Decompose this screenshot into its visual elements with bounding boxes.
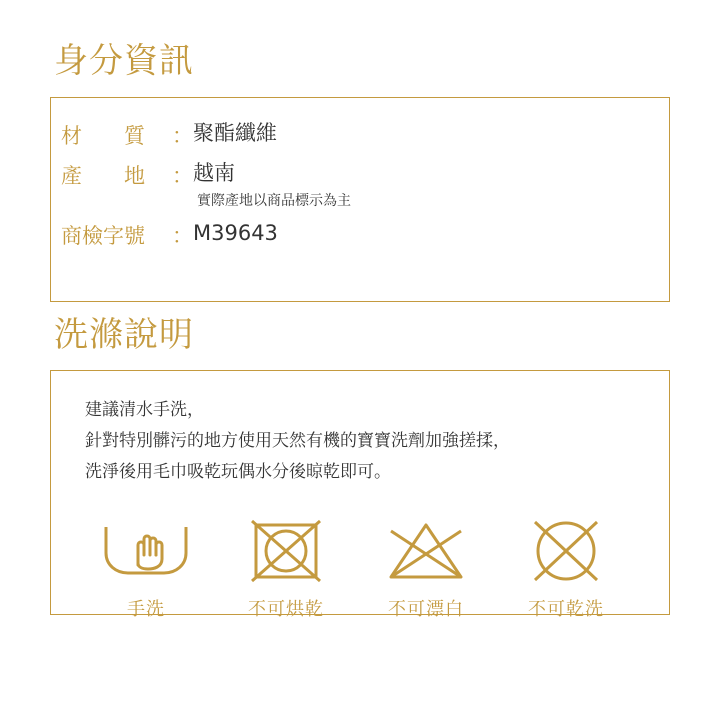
identity-row-label — [61, 220, 193, 250]
identity-row-value: 聚酯纖維 — [193, 120, 277, 145]
identity-row-body — [193, 160, 351, 210]
care-symbol-caption: 手洗 — [127, 598, 165, 620]
identity-panel — [50, 97, 670, 302]
washing-line: 建議清水手洗， — [85, 400, 204, 420]
care-symbol-row — [85, 515, 669, 621]
washing-line: 針對特別髒污的地方使用天然有機的寶寶洗劑加強搓揉， — [85, 431, 510, 452]
do-not-tumble-dry-icon — [225, 515, 347, 587]
care-symbol-hand-wash — [85, 515, 207, 621]
identity-row-label — [61, 120, 193, 150]
identity-row — [51, 160, 669, 210]
care-symbol-caption: 不可乾洗 — [528, 598, 604, 620]
care-symbol-do-not-bleach — [365, 515, 487, 621]
identity-label-text: 商檢字號 — [61, 223, 145, 248]
do-not-bleach-icon — [365, 515, 487, 587]
identity-row-value: 越南 — [193, 160, 235, 185]
care-symbol-do-not-tumble-dry — [225, 515, 347, 621]
identity-row-body — [193, 220, 278, 246]
washing-panel — [50, 370, 670, 620]
washing-line: 洗淨後用毛巾吸乾玩偶水分後晾乾即可。 — [85, 462, 391, 483]
identity-section-title: 身分資訊 — [54, 41, 194, 81]
identity-label-colon: ： — [172, 123, 193, 148]
care-symbol-caption: 不可漂白 — [388, 598, 464, 620]
identity-label-colon: ： — [172, 163, 193, 188]
identity-label-colon: ： — [172, 223, 193, 248]
washing-section-title: 洗滌說明 — [54, 314, 194, 355]
identity-row-note: 實際產地以商品標示為主 — [197, 192, 351, 209]
identity-row-value: M39643 — [193, 220, 278, 245]
identity-row — [51, 220, 669, 250]
identity-label-text: 產 地 — [61, 163, 145, 188]
care-symbol-caption: 不可烘乾 — [248, 598, 324, 620]
identity-label-text: 材 質 — [61, 123, 145, 148]
care-symbol-do-not-dry-clean — [505, 515, 627, 621]
identity-row — [51, 120, 669, 150]
identity-row-body — [193, 120, 277, 146]
washing-instructions — [85, 397, 669, 487]
do-not-dry-clean-icon — [505, 515, 627, 587]
hand-wash-icon — [85, 515, 207, 587]
identity-row-label — [61, 160, 193, 190]
